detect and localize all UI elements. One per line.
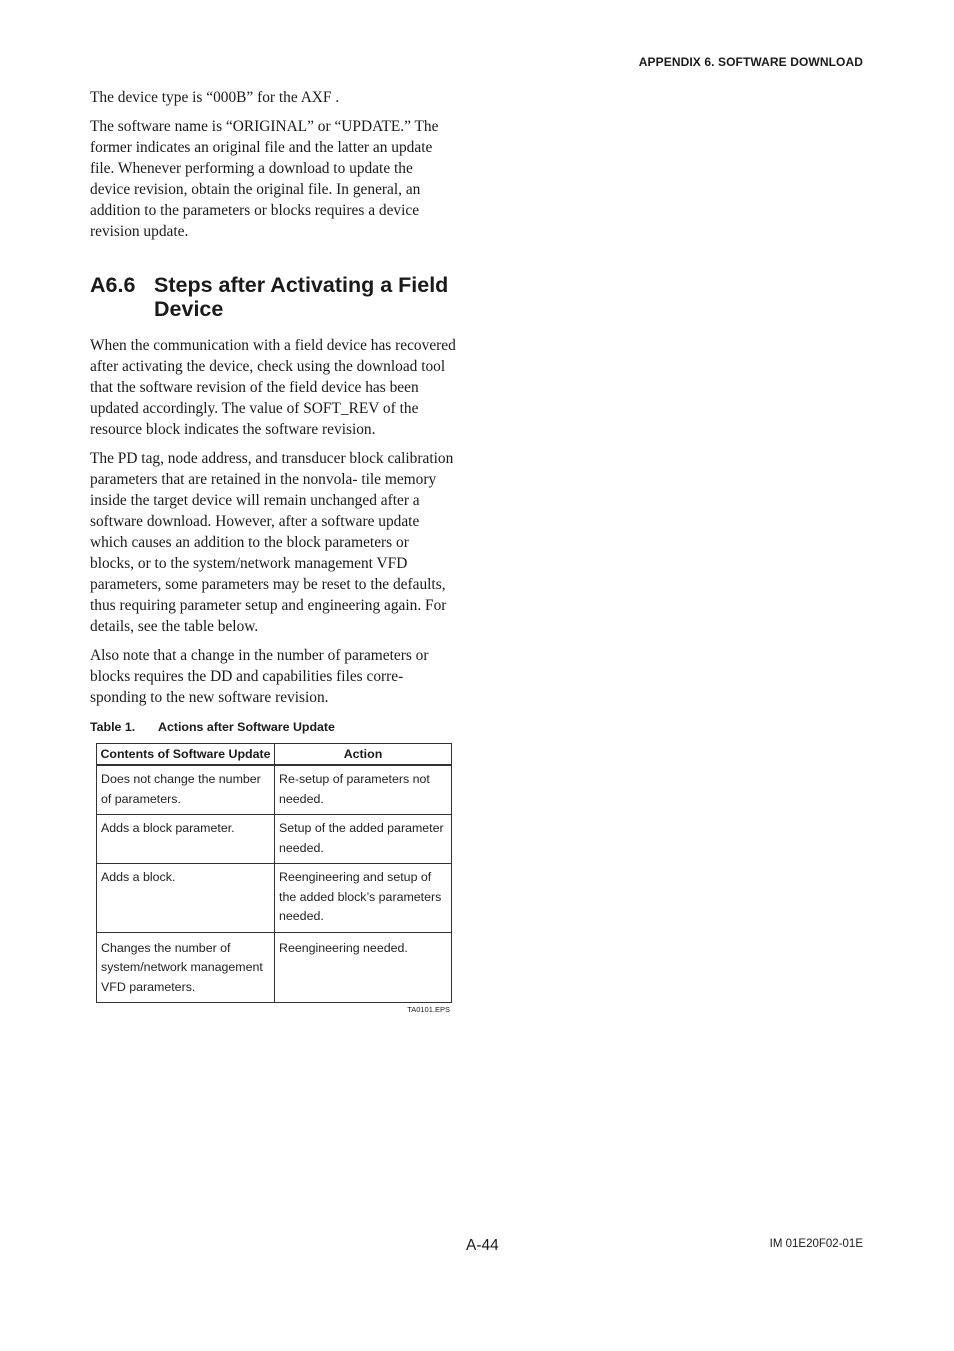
table-header-row <box>97 744 452 766</box>
row-action: Reengineering and setup of the added block’s parameters needed. <box>275 864 452 933</box>
document-id: IM 01E20F02-01E <box>769 1238 863 1250</box>
dd-files-paragraph: Also note that a change in the number of parameters or blocks requires the DD and capabilities files corre- sponding to the new software revision. <box>90 647 429 706</box>
header-contents: Contents of Software Update <box>97 744 275 766</box>
software-name-paragraph: The software name is “ORIGINAL” or “UPDATE.” The former indicates an original file and the latter an update file. Whenever performing a download to update the device revision, obtain the original file. In general, an addition to the parameters or blocks requires a device revision update. <box>90 118 439 240</box>
section-heading <box>90 273 456 321</box>
row-action: Re-setup of parameters not needed. <box>275 765 452 815</box>
row-action: Reengineering needed. <box>275 932 452 1003</box>
row-contents: Adds a block parameter. <box>97 815 275 864</box>
actions-table <box>96 743 452 1003</box>
row-contents: Changes the number of system/network management VFD parameters. <box>97 932 275 1003</box>
header-action: Action <box>275 744 452 766</box>
section-title: Steps after Activating a Field Device <box>154 273 449 321</box>
running-header: APPENDIX 6. SOFTWARE DOWNLOAD <box>638 55 863 69</box>
table-file-reference: TA0101.EPS <box>407 1005 450 1014</box>
section-number: A6.6 <box>90 273 136 297</box>
table-row <box>97 815 452 864</box>
table-caption-title: Actions after Software Update <box>158 720 335 734</box>
retained-parameters-paragraph: The PD tag, node address, and transducer block calibration parameters that are retained in the nonvola- tile memory inside the target device will remain unchanged after a software download. However, after a software update which causes an addition to the block parameters or blocks, or to the system/network management VFD parameters, some parameters may be reset to the defaults, thus requiring parameter setup and engineering again. For details, see the table below. <box>90 450 454 635</box>
table-caption <box>90 720 456 734</box>
row-action: Setup of the added parameter needed. <box>275 815 452 864</box>
table-row <box>97 932 452 1003</box>
table-row <box>97 765 452 815</box>
table-row <box>97 864 452 933</box>
row-contents: Does not change the number of parameters. <box>97 765 275 815</box>
row-contents: Adds a block. <box>97 864 275 933</box>
device-type-paragraph: The device type is “000B” for the AXF . <box>90 89 340 106</box>
main-column <box>90 87 456 1014</box>
table-caption-number: Table 1. <box>90 720 136 734</box>
page-number: A-44 <box>466 1237 499 1254</box>
soft-rev-paragraph: When the communication with a field device has recovered after activating the device, check using the download tool that the software revision of the field device has been updated accordingly. The value of SOFT_REV of the resource block indicates the software revision. <box>90 337 456 438</box>
